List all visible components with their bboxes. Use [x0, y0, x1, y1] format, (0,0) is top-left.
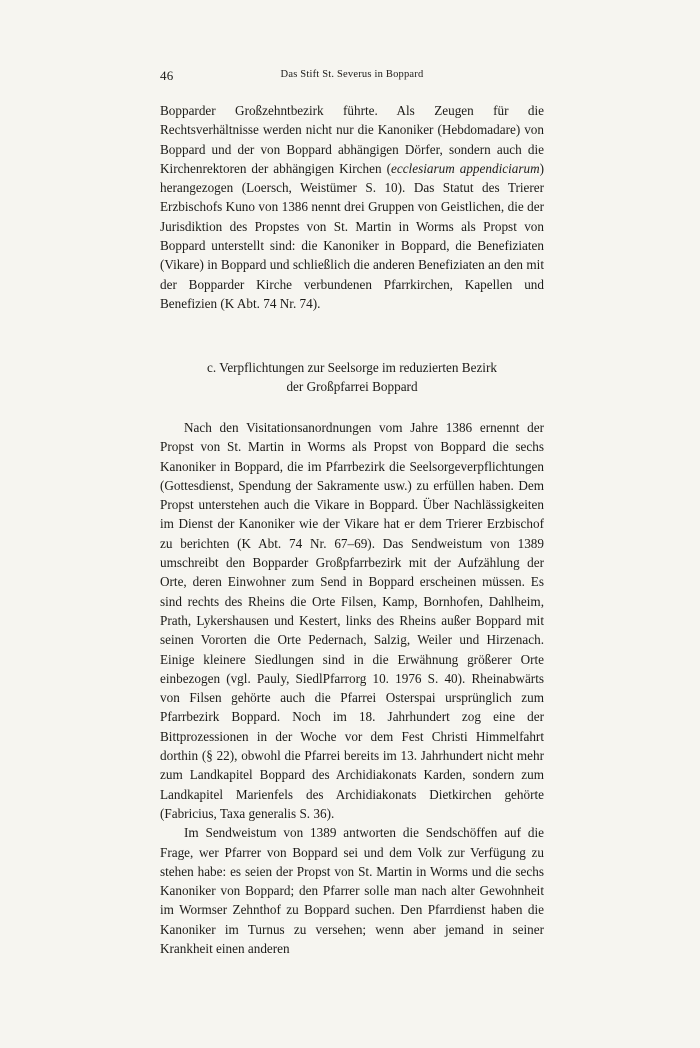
text-block-top	[160, 101, 544, 313]
paragraph-text: ) herangezogen (Loersch, Weistümer S. 10). Das Statut des Trierer Erzbischofs Kuno von 1386 nennt drei Gruppen von Geistlichen, die der Jurisdiktion des Propstes von St. Martin in Worms als Propst von Boppard unterstellt sind: die Kanoniker in Boppard, die Benefiziaten (Vikare) in Boppard und schließlich die anderen Benefiziaten an den mit der Bopparder Kirche verbundenen Pfarrkirchen, Kapellen und Benefizien (K Abt. 74 Nr. 74).	[160, 160, 544, 311]
paragraph: Im Sendweistum von 1389 antworten die Sendschöffen auf die Frage, wer Pfarrer von Boppard sei und dem Volk zur Verfügung zu stehen habe: es seien der Propst von St. Martin in Worms und die sechs Kanoniker von Boppard; den Pfarrer solle man nach alter Gewohnheit im Wormser Zehnthof zu Boppard suchen. Den Pfarrdienst haben die Kanoniker im Turnus zu versehen; wenn aber jemand in seiner Krankheit einen anderen	[160, 825, 544, 957]
section-heading-line-2: der Großpfarrei Boppard	[286, 379, 418, 394]
page-header	[160, 68, 544, 86]
paragraph-text: Bopparder Großzehntbezirk führte. Als Zeugen für die Rechtsverhältnisse werden nicht nur die Kanoniker (Hebdomadare) von Boppard und der von Boppard abhängigen Dörfer, sondern auch die Kirchenrektoren der abhängigen Kirchen (	[160, 103, 544, 176]
text-block-main	[160, 418, 544, 958]
section-heading	[160, 358, 544, 396]
paragraph-continuation	[160, 101, 544, 313]
latin-term: ecclesiarum appendiciarum	[391, 160, 540, 176]
running-title: Das Stift St. Severus in Boppard	[280, 69, 424, 80]
section-heading-line-1: c. Verpflichtungen zur Seelsorge im reduzierten Bezirk	[207, 360, 497, 375]
paragraph: Nach den Visitationsanordnungen vom Jahre 1386 ernennt der Propst von St. Martin in Worms als Propst von Boppard die sechs Kanoniker in Boppard, die im Pfarrbezirk die Seelsorgeverpflichtungen (Gottesdienst, Spendung der Sakramente usw.) zu erfüllen haben. Dem Propst unterstehen auch die Vikare in Boppard. Über Nachlässigkeiten im Dienst der Kanoniker wie der Vikare hat er dem Trierer Erzbischof zu berichten (K Abt. 74 Nr. 67–69). Das Sendweistum von 1389 umschreibt den Bopparder Großpfarrbezirk mit der Aufzählung der Orte, deren Einwohner zum Send in Boppard erscheinen müssen. Es sind rechts des Rheins die Orte Filsen, Kamp, Bornhofen, Dahlheim, Prath, Lykershausen und Kestert, links des Rheins außer Boppard mit seinen Vororten die Orte Pedernach, Salzig, Weiler und Hirzenach. Einige kleinere Siedlungen sind in die Erwähnung größerer Orte einbezogen (vgl. Pauly, SiedlPfarrorg 10. 1976 S. 40). Rheinabwärts von Filsen gehörte auch die Pfarrei Osterspai ursprünglich zum Pfarrbezirk Boppard. Noch im 18. Jahrhundert zog eine der Bittprozessionen in der Woche vor dem Fest Christi Himmelfahrt dorthin (§ 22), obwohl die Pfarrei bereits im 13. Jahrhundert nicht mehr zum Landkapitel Boppard des Archidiakonats Karden, sondern zum Landkapitel Marienfels des Archidiakonats Dietkirchen gehörte (Fabricius, Taxa generalis S. 36).	[160, 420, 544, 821]
page-number: 46	[160, 68, 174, 83]
